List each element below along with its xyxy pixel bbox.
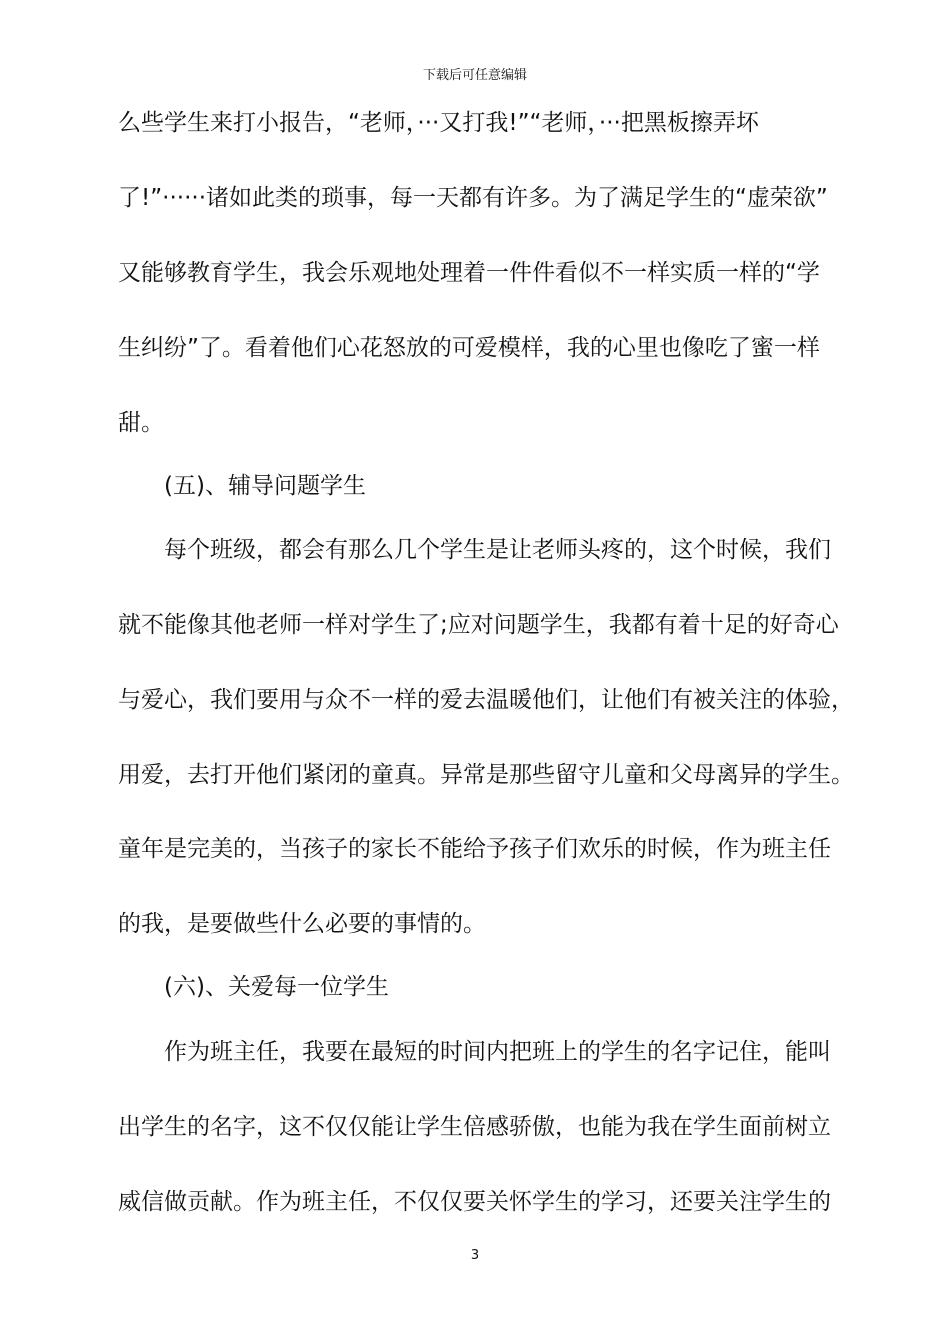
text-line: 甜。: [118, 410, 164, 436]
text-line: 了!”······诸如此类的琐事，每一天都有许多。为了满足学生的“虚荣欲”: [118, 185, 828, 211]
text-line: 又能够教育学生，我会乐观地处理着一件件看似不一样实质一样的“学: [118, 260, 820, 286]
text-line: 用爱，去打开他们紧闭的童真。异常是那些留守儿童和父母离异的学生。: [118, 762, 854, 788]
page-header-note: 下载后可任意编辑: [422, 68, 527, 83]
text-line: 与爱心，我们要用与众不一样的爱去温暖他们，让他们有被关注的体验，: [118, 687, 854, 713]
text-line: 出学生的名字，这不仅仅能让学生倍感骄傲，也能为我在学生面前树立: [118, 1114, 831, 1140]
text-line: 威信做贡献。作为班主任，不仅仅要关怀学生的学习，还要关注学生的: [118, 1189, 831, 1215]
text-line: 每个班级，都会有那么几个学生是让老师头疼的，这个时候，我们: [118, 537, 831, 563]
text-line: 童年是完美的，当孩子的家长不能给予孩子们欢乐的时候，作为班主任: [118, 836, 831, 862]
text-line: 的我，是要做些什么必要的事情的。: [118, 911, 486, 937]
page-number: 3: [470, 1248, 480, 1263]
section-heading: (五)、辅导问题学生: [118, 473, 366, 499]
text-line: 生纠纷”了。看着他们心花怒放的可爱模样，我的心里也像吃了蜜一样: [118, 335, 820, 361]
text-line: 就不能像其他老师一样对学生了;应对问题学生，我都有着十足的好奇心: [118, 612, 839, 638]
text-line: 作为班主任，我要在最短的时间内把班上的学生的名字记住，能叫: [118, 1039, 831, 1065]
text-line: 么些学生来打小报告，“老师，···又打我!”“老师，···把黑板擦弄坏: [118, 110, 759, 136]
section-heading: (六)、关爱每一位学生: [118, 974, 389, 1000]
